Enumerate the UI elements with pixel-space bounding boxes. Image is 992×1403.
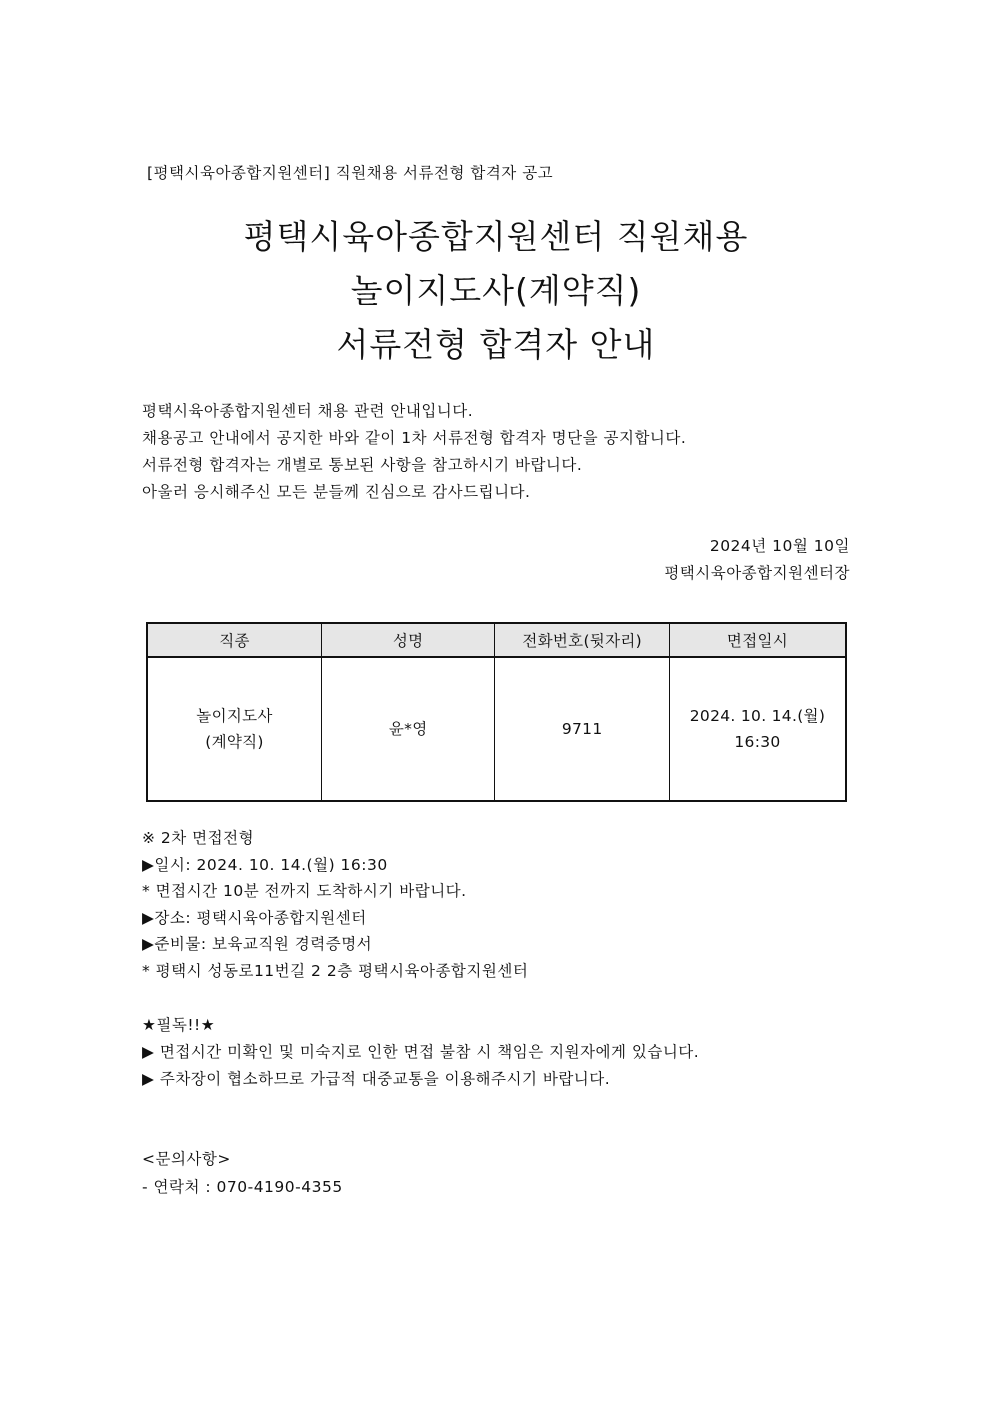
cell-name: 윤*영	[321, 657, 494, 801]
note-datetime: ▶일시: 2024. 10. 14.(월) 16:30	[142, 855, 388, 874]
result-table	[146, 622, 847, 802]
issuer-name: 평택시육아종합지원센터장	[664, 564, 850, 582]
note-place: ▶장소: 평택시육아종합지원센터	[142, 908, 367, 927]
must-read-item-2: ▶ 주차장이 협소하므로 가급적 대중교통을 이용해주시기 바랍니다.	[142, 1070, 611, 1088]
contact-phone: - 연락처 : 070-4190-4355	[142, 1178, 343, 1196]
intro-line-2: 채용공고 안내에서 공지한 바와 같이 1차 서류전형 합격자 명단을 공지합니다.	[142, 429, 687, 447]
cell-interview-time: 16:30	[734, 733, 781, 751]
cell-job-line-1: 놀이지도사	[196, 707, 273, 725]
page-title	[0, 210, 992, 372]
header-phone: 전화번호(뒷자리)	[495, 623, 670, 657]
intro-line-1: 평택시육아종합지원센터 채용 관련 안내입니다.	[142, 402, 474, 420]
cell-interview	[669, 657, 846, 801]
issue-date: 2024년 10월 10일	[709, 537, 850, 555]
table-header-row	[147, 623, 846, 657]
title-line-1: 평택시육아종합지원센터 직원채용	[243, 217, 749, 256]
must-read-heading: ★필독!!★	[142, 1016, 216, 1034]
note-arrival: * 면접시간 10분 전까지 도착하시기 바랍니다.	[142, 882, 467, 900]
intro-paragraph	[142, 398, 686, 506]
note-address: * 평택시 성동로11번길 2 2층 평택시육아종합지원센터	[142, 961, 529, 980]
header-interview: 면접일시	[669, 623, 846, 657]
note-round2: ※ 2차 면접전형	[142, 829, 255, 847]
interview-notes	[142, 825, 528, 984]
contact-heading: <문의사항>	[142, 1150, 231, 1168]
cell-job	[147, 657, 321, 801]
note-materials: ▶준비물: 보육교직원 경력증명서	[142, 935, 373, 953]
header-job: 직종	[147, 623, 321, 657]
table-row	[147, 657, 846, 801]
must-read-section	[142, 1012, 699, 1093]
contact-section	[142, 1145, 343, 1201]
cell-interview-date: 2024. 10. 14.(월)	[689, 707, 826, 725]
signature-block	[664, 533, 850, 587]
title-line-3: 서류전형 합격자 안내	[336, 325, 656, 364]
header-name: 성명	[321, 623, 494, 657]
intro-line-4: 아울러 응시해주신 모든 분들께 진심으로 감사드립니다.	[142, 483, 531, 501]
cell-job-line-2: (계약직)	[205, 733, 264, 751]
must-read-item-1: ▶ 면접시간 미확인 및 미숙지로 인한 면접 불참 시 책임은 지원자에게 있습니다.	[142, 1043, 700, 1061]
intro-line-3: 서류전형 합격자는 개별로 통보된 사항을 참고하시기 바랍니다.	[142, 456, 583, 474]
cell-phone: 9711	[495, 657, 670, 801]
title-line-2: 놀이지도사(계약직)	[350, 271, 642, 310]
notice-header: [평택시육아종합지원센터] 직원채용 서류전형 합격자 공고	[147, 164, 554, 182]
